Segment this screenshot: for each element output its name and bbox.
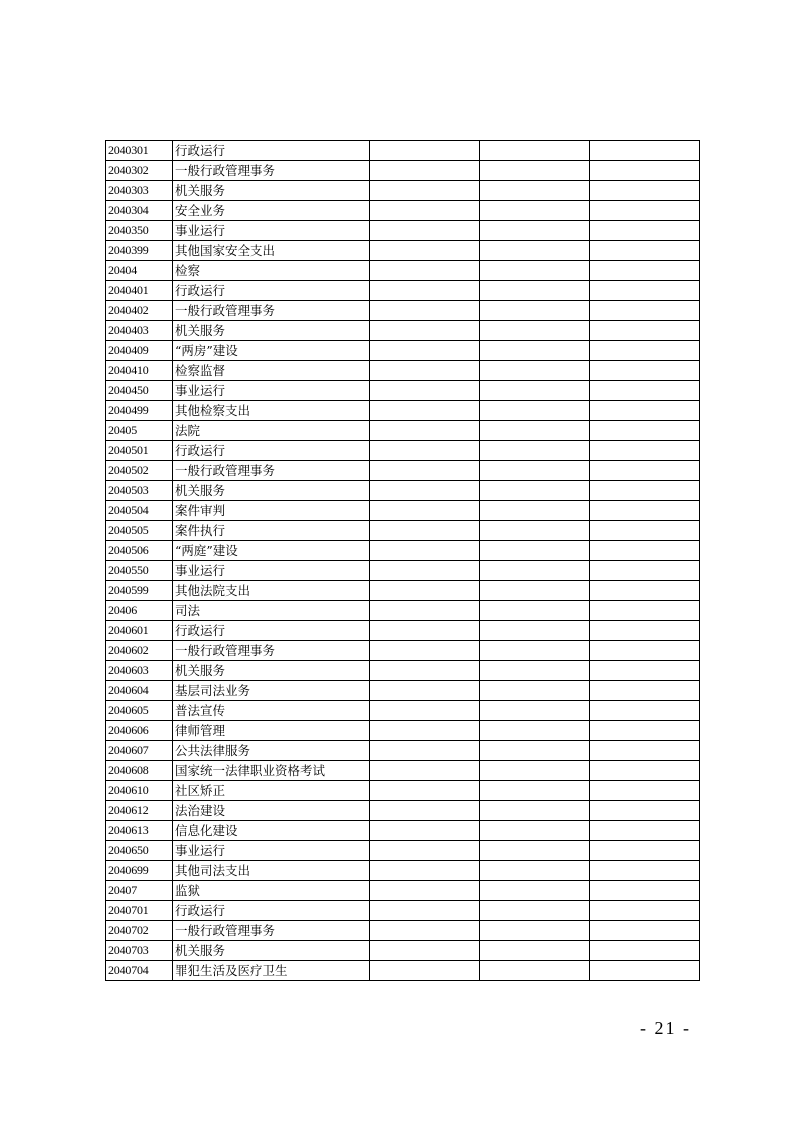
- empty-value-cell: [590, 501, 700, 521]
- empty-value-cell: [590, 341, 700, 361]
- empty-value-cell: [590, 461, 700, 481]
- table-row: [106, 441, 700, 461]
- empty-value-cell: [590, 681, 700, 701]
- empty-value-cell: [370, 701, 480, 721]
- subject-code-cell: 2040606: [106, 721, 173, 741]
- empty-value-cell: [480, 841, 590, 861]
- empty-value-cell: [370, 861, 480, 881]
- subject-name-cell: 机关服务: [173, 941, 370, 961]
- empty-value-cell: [370, 501, 480, 521]
- table-row: [106, 201, 700, 221]
- empty-value-cell: [590, 321, 700, 341]
- table-row: [106, 161, 700, 181]
- empty-value-cell: [480, 421, 590, 441]
- table-row: [106, 281, 700, 301]
- subject-code-cell: 2040605: [106, 701, 173, 721]
- empty-value-cell: [590, 881, 700, 901]
- subject-name-cell: 事业运行: [173, 561, 370, 581]
- empty-value-cell: [590, 601, 700, 621]
- empty-value-cell: [590, 521, 700, 541]
- empty-value-cell: [590, 281, 700, 301]
- table-row: [106, 841, 700, 861]
- subject-name-cell: 案件执行: [173, 521, 370, 541]
- subject-code-cell: 2040599: [106, 581, 173, 601]
- empty-value-cell: [480, 621, 590, 641]
- empty-value-cell: [590, 861, 700, 881]
- subject-name-cell: 国家统一法律职业资格考试: [173, 761, 370, 781]
- subject-code-cell: 20404: [106, 261, 173, 281]
- subject-code-cell: 2040504: [106, 501, 173, 521]
- empty-value-cell: [480, 461, 590, 481]
- subject-name-cell: 一般行政管理事务: [173, 641, 370, 661]
- subject-code-cell: 2040410: [106, 361, 173, 381]
- subject-name-cell: 机关服务: [173, 181, 370, 201]
- subject-code-cell: 2040550: [106, 561, 173, 581]
- table-row: [106, 921, 700, 941]
- empty-value-cell: [590, 221, 700, 241]
- empty-value-cell: [480, 161, 590, 181]
- empty-value-cell: [370, 481, 480, 501]
- subject-code-cell: 2040501: [106, 441, 173, 461]
- subject-name-cell: 行政运行: [173, 621, 370, 641]
- empty-value-cell: [480, 921, 590, 941]
- empty-value-cell: [590, 141, 700, 161]
- empty-value-cell: [370, 821, 480, 841]
- table-row: [106, 301, 700, 321]
- empty-value-cell: [590, 181, 700, 201]
- empty-value-cell: [480, 241, 590, 261]
- subject-code-cell: 2040402: [106, 301, 173, 321]
- subject-name-cell: 罪犯生活及医疗卫生: [173, 961, 370, 981]
- subject-name-cell: 检察: [173, 261, 370, 281]
- subject-code-cell: 2040302: [106, 161, 173, 181]
- table-row: [106, 521, 700, 541]
- empty-value-cell: [590, 441, 700, 461]
- table-row: [106, 681, 700, 701]
- subject-code-cell: 2040702: [106, 921, 173, 941]
- empty-value-cell: [370, 421, 480, 441]
- table-row: [106, 141, 700, 161]
- empty-value-cell: [480, 141, 590, 161]
- empty-value-cell: [590, 621, 700, 641]
- empty-value-cell: [590, 581, 700, 601]
- subject-code-cell: 2040503: [106, 481, 173, 501]
- subject-code-cell: 2040303: [106, 181, 173, 201]
- subject-name-cell: 行政运行: [173, 281, 370, 301]
- subject-name-cell: 安全业务: [173, 201, 370, 221]
- subject-code-cell: 2040301: [106, 141, 173, 161]
- subject-name-cell: 机关服务: [173, 481, 370, 501]
- subject-code-cell: 2040610: [106, 781, 173, 801]
- empty-value-cell: [370, 461, 480, 481]
- table-row: [106, 381, 700, 401]
- empty-value-cell: [480, 501, 590, 521]
- empty-value-cell: [370, 521, 480, 541]
- empty-value-cell: [480, 541, 590, 561]
- subject-name-cell: 基层司法业务: [173, 681, 370, 701]
- page-number: - 21 -: [640, 1018, 691, 1038]
- table-row: [106, 781, 700, 801]
- subject-code-cell: 2040701: [106, 901, 173, 921]
- subject-code-cell: 2040608: [106, 761, 173, 781]
- empty-value-cell: [480, 901, 590, 921]
- subject-name-cell: “两庭”建设: [173, 541, 370, 561]
- empty-value-cell: [590, 641, 700, 661]
- empty-value-cell: [370, 601, 480, 621]
- subject-name-cell: 行政运行: [173, 441, 370, 461]
- subject-name-cell: 行政运行: [173, 901, 370, 921]
- table-row: [106, 741, 700, 761]
- empty-value-cell: [480, 821, 590, 841]
- empty-value-cell: [590, 261, 700, 281]
- table-row: [106, 581, 700, 601]
- subject-name-cell: 机关服务: [173, 661, 370, 681]
- table-row: [106, 881, 700, 901]
- subject-name-cell: 一般行政管理事务: [173, 921, 370, 941]
- subject-code-cell: 2040612: [106, 801, 173, 821]
- empty-value-cell: [370, 301, 480, 321]
- table-row: [106, 761, 700, 781]
- subject-code-cell: 2040499: [106, 401, 173, 421]
- empty-value-cell: [590, 781, 700, 801]
- subject-name-cell: 案件审判: [173, 501, 370, 521]
- empty-value-cell: [480, 881, 590, 901]
- subject-code-cell: 2040601: [106, 621, 173, 641]
- empty-value-cell: [480, 181, 590, 201]
- table-row: [106, 481, 700, 501]
- empty-value-cell: [370, 941, 480, 961]
- empty-value-cell: [370, 761, 480, 781]
- table-row: [106, 221, 700, 241]
- empty-value-cell: [480, 801, 590, 821]
- empty-value-cell: [370, 361, 480, 381]
- empty-value-cell: [370, 621, 480, 641]
- empty-value-cell: [590, 821, 700, 841]
- empty-value-cell: [480, 861, 590, 881]
- subject-name-cell: 行政运行: [173, 141, 370, 161]
- table-row: [106, 341, 700, 361]
- empty-value-cell: [480, 441, 590, 461]
- empty-value-cell: [590, 421, 700, 441]
- empty-value-cell: [370, 381, 480, 401]
- subject-name-cell: 检察监督: [173, 361, 370, 381]
- subject-code-cell: 2040409: [106, 341, 173, 361]
- empty-value-cell: [590, 901, 700, 921]
- subject-name-cell: 事业运行: [173, 841, 370, 861]
- subject-name-cell: 一般行政管理事务: [173, 161, 370, 181]
- table-row: [106, 821, 700, 841]
- empty-value-cell: [590, 721, 700, 741]
- empty-value-cell: [370, 261, 480, 281]
- empty-value-cell: [590, 761, 700, 781]
- table-row: [106, 461, 700, 481]
- table-body: [106, 141, 700, 981]
- subject-code-cell: 2040613: [106, 821, 173, 841]
- empty-value-cell: [590, 741, 700, 761]
- empty-value-cell: [370, 341, 480, 361]
- table-row: [106, 861, 700, 881]
- empty-value-cell: [590, 841, 700, 861]
- subject-name-cell: 监狱: [173, 881, 370, 901]
- subject-code-cell: 2040450: [106, 381, 173, 401]
- table-row: [106, 401, 700, 421]
- table-row: [106, 801, 700, 821]
- subject-name-cell: 公共法律服务: [173, 741, 370, 761]
- subject-code-cell: 2040403: [106, 321, 173, 341]
- empty-value-cell: [480, 401, 590, 421]
- subject-name-cell: 律师管理: [173, 721, 370, 741]
- subject-name-cell: “两房”建设: [173, 341, 370, 361]
- empty-value-cell: [370, 561, 480, 581]
- empty-value-cell: [590, 541, 700, 561]
- subject-code-cell: 2040401: [106, 281, 173, 301]
- empty-value-cell: [480, 301, 590, 321]
- subject-code-cell: 2040502: [106, 461, 173, 481]
- subject-name-cell: 其他国家安全支出: [173, 241, 370, 261]
- table-row: [106, 541, 700, 561]
- empty-value-cell: [590, 561, 700, 581]
- subject-name-cell: 社区矫正: [173, 781, 370, 801]
- empty-value-cell: [480, 481, 590, 501]
- empty-value-cell: [480, 741, 590, 761]
- empty-value-cell: [480, 561, 590, 581]
- subject-name-cell: 普法宣传: [173, 701, 370, 721]
- table-row: [106, 261, 700, 281]
- subject-code-cell: 20407: [106, 881, 173, 901]
- subject-code-cell: 2040607: [106, 741, 173, 761]
- table-row: [106, 421, 700, 441]
- subject-name-cell: 一般行政管理事务: [173, 461, 370, 481]
- empty-value-cell: [370, 801, 480, 821]
- empty-value-cell: [370, 681, 480, 701]
- empty-value-cell: [590, 921, 700, 941]
- empty-value-cell: [480, 661, 590, 681]
- empty-value-cell: [590, 361, 700, 381]
- subject-name-cell: 司法: [173, 601, 370, 621]
- empty-value-cell: [370, 921, 480, 941]
- table-row: [106, 501, 700, 521]
- empty-value-cell: [480, 941, 590, 961]
- empty-value-cell: [370, 401, 480, 421]
- subject-code-cell: 2040505: [106, 521, 173, 541]
- subject-name-cell: 事业运行: [173, 221, 370, 241]
- subject-code-cell: 2040506: [106, 541, 173, 561]
- table-row: [106, 241, 700, 261]
- subject-code-cell: 2040399: [106, 241, 173, 261]
- table-row: [106, 601, 700, 621]
- empty-value-cell: [370, 181, 480, 201]
- empty-value-cell: [480, 221, 590, 241]
- table-row: [106, 961, 700, 981]
- empty-value-cell: [480, 701, 590, 721]
- subject-name-cell: 一般行政管理事务: [173, 301, 370, 321]
- empty-value-cell: [480, 261, 590, 281]
- empty-value-cell: [370, 741, 480, 761]
- empty-value-cell: [370, 721, 480, 741]
- empty-value-cell: [480, 781, 590, 801]
- empty-value-cell: [370, 661, 480, 681]
- subject-code-cell: 2040650: [106, 841, 173, 861]
- subject-name-cell: 其他司法支出: [173, 861, 370, 881]
- empty-value-cell: [590, 801, 700, 821]
- empty-value-cell: [370, 441, 480, 461]
- empty-value-cell: [370, 881, 480, 901]
- table-row: [106, 641, 700, 661]
- empty-value-cell: [590, 401, 700, 421]
- subject-code-cell: 2040603: [106, 661, 173, 681]
- table-row: [106, 181, 700, 201]
- subject-code-cell: 20405: [106, 421, 173, 441]
- empty-value-cell: [480, 201, 590, 221]
- empty-value-cell: [370, 201, 480, 221]
- empty-value-cell: [590, 301, 700, 321]
- subject-code-cell: 20406: [106, 601, 173, 621]
- empty-value-cell: [590, 161, 700, 181]
- empty-value-cell: [370, 141, 480, 161]
- table-row: [106, 661, 700, 681]
- empty-value-cell: [480, 321, 590, 341]
- empty-value-cell: [480, 361, 590, 381]
- subject-name-cell: 其他法院支出: [173, 581, 370, 601]
- subject-code-cell: 2040699: [106, 861, 173, 881]
- table-row: [106, 621, 700, 641]
- empty-value-cell: [370, 241, 480, 261]
- empty-value-cell: [370, 281, 480, 301]
- empty-value-cell: [480, 721, 590, 741]
- empty-value-cell: [480, 641, 590, 661]
- empty-value-cell: [590, 381, 700, 401]
- empty-value-cell: [590, 941, 700, 961]
- empty-value-cell: [480, 281, 590, 301]
- empty-value-cell: [480, 381, 590, 401]
- table-row: [106, 941, 700, 961]
- subject-name-cell: 信息化建设: [173, 821, 370, 841]
- empty-value-cell: [480, 681, 590, 701]
- empty-value-cell: [370, 161, 480, 181]
- empty-value-cell: [480, 761, 590, 781]
- empty-value-cell: [590, 661, 700, 681]
- table-row: [106, 321, 700, 341]
- empty-value-cell: [370, 581, 480, 601]
- empty-value-cell: [370, 841, 480, 861]
- empty-value-cell: [480, 601, 590, 621]
- empty-value-cell: [480, 521, 590, 541]
- empty-value-cell: [370, 961, 480, 981]
- subject-name-cell: 法院: [173, 421, 370, 441]
- subject-name-cell: 法治建设: [173, 801, 370, 821]
- empty-value-cell: [370, 321, 480, 341]
- subject-code-cell: 2040350: [106, 221, 173, 241]
- subject-code-cell: 2040604: [106, 681, 173, 701]
- empty-value-cell: [370, 641, 480, 661]
- empty-value-cell: [480, 961, 590, 981]
- empty-value-cell: [590, 241, 700, 261]
- empty-value-cell: [590, 961, 700, 981]
- empty-value-cell: [590, 701, 700, 721]
- table-row: [106, 361, 700, 381]
- empty-value-cell: [590, 201, 700, 221]
- empty-value-cell: [480, 341, 590, 361]
- table-row: [106, 721, 700, 741]
- empty-value-cell: [370, 541, 480, 561]
- empty-value-cell: [370, 901, 480, 921]
- subject-name-cell: 其他检察支出: [173, 401, 370, 421]
- subject-code-cell: 2040704: [106, 961, 173, 981]
- subject-code-cell: 2040703: [106, 941, 173, 961]
- table-row: [106, 901, 700, 921]
- empty-value-cell: [590, 481, 700, 501]
- subject-name-cell: 事业运行: [173, 381, 370, 401]
- table-row: [106, 561, 700, 581]
- table-row: [106, 701, 700, 721]
- empty-value-cell: [480, 581, 590, 601]
- subject-name-cell: 机关服务: [173, 321, 370, 341]
- empty-value-cell: [370, 221, 480, 241]
- budget-table: [105, 140, 700, 981]
- empty-value-cell: [370, 781, 480, 801]
- subject-code-cell: 2040304: [106, 201, 173, 221]
- subject-code-cell: 2040602: [106, 641, 173, 661]
